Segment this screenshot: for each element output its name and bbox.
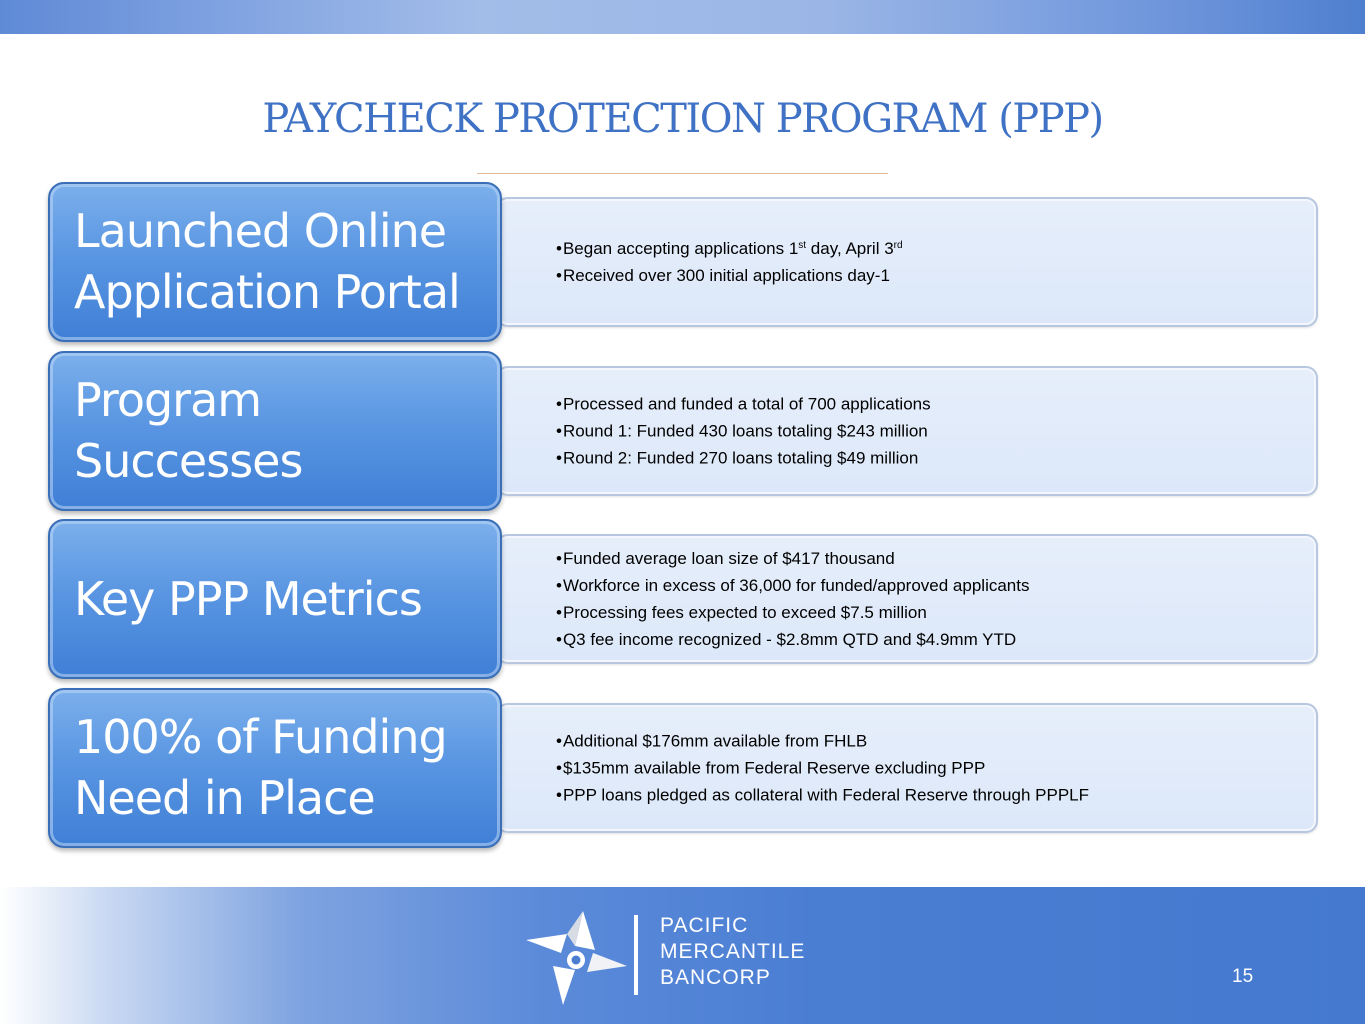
row-key-metrics bbox=[48, 519, 1320, 681]
top-banner bbox=[0, 0, 1365, 34]
row-label: Key PPP Metrics bbox=[48, 519, 502, 679]
details-panel bbox=[496, 703, 1318, 833]
list-item: •Processed and funded a total of 700 applications bbox=[556, 394, 931, 414]
details-panel bbox=[496, 366, 1318, 496]
list-item: •Received over 300 initial applications day-1 bbox=[556, 266, 890, 285]
list-item: •Additional $176mm available from FHLB bbox=[556, 731, 868, 751]
details-panel bbox=[496, 534, 1318, 664]
row-label: 100% of Funding Need in Place bbox=[48, 688, 502, 848]
slide-title: PAYCHECK PROTECTION PROGRAM (PPP) bbox=[262, 96, 1103, 142]
row-label: Launched Online Application Portal bbox=[48, 182, 502, 342]
row-program-successes bbox=[48, 351, 1320, 513]
bullet-list bbox=[556, 391, 931, 472]
list-item: •Processing fees expected to exceed $7.5 million bbox=[556, 603, 927, 622]
list-item: •PPP loans pledged as collateral with Federal Reserve through PPPLF bbox=[556, 785, 1089, 805]
row-online-portal bbox=[48, 182, 1320, 344]
list-item: •Round 2: Funded 270 loans totaling $49 million bbox=[556, 448, 919, 468]
list-item: •Funded average loan size of $417 thousand bbox=[556, 549, 895, 568]
title-divider bbox=[477, 173, 888, 174]
list-item: •Q3 fee income recognized - $2.8mm QTD and $4.9mm YTD bbox=[556, 630, 1017, 649]
logo-divider bbox=[634, 915, 638, 995]
list-item: •Round 1: Funded 430 loans totaling $243 million bbox=[556, 421, 928, 441]
company-logo-icon bbox=[523, 908, 633, 1008]
bullet-list bbox=[556, 728, 1089, 809]
company-name: PACIFIC MERCANTILE BANCORP bbox=[660, 914, 806, 989]
page-number: 15 bbox=[1232, 966, 1254, 987]
details-panel bbox=[496, 197, 1318, 327]
bullet-list bbox=[556, 545, 1029, 653]
bullet-list bbox=[556, 235, 903, 289]
list-item: •Began accepting applications 1st day, April 3rd bbox=[556, 239, 903, 258]
list-item: •Workforce in excess of 36,000 for funded/approved applicants bbox=[556, 576, 1030, 595]
row-label: Program Successes bbox=[48, 351, 502, 511]
row-funding-need bbox=[48, 688, 1320, 850]
list-item: •$135mm available from Federal Reserve excluding PPP bbox=[556, 758, 986, 778]
